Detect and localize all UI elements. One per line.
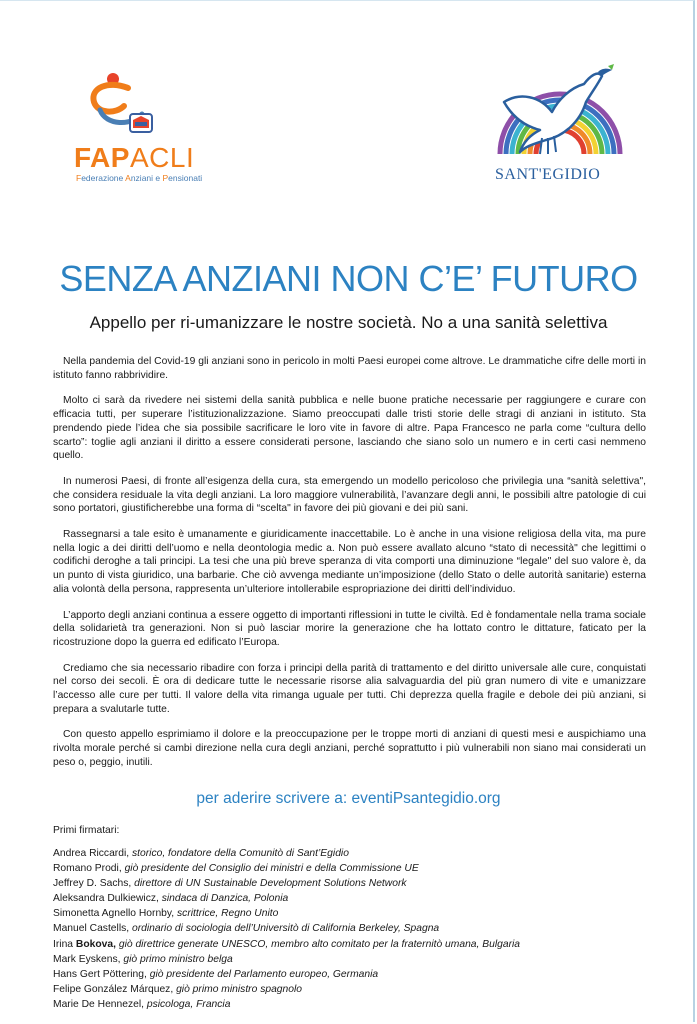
page-subtitle: Appello per ri-umanizzare le nostre società. No a una sanità selettiva <box>89 313 608 332</box>
signatory-name: Hans Gert Pöttering, <box>53 968 147 980</box>
signatory-row <box>53 906 653 921</box>
signatory-row <box>53 997 653 1012</box>
signatory-role: giò direttrice generate UNESCO, membro alto comitato per la fraternitò umana, Bulgaria <box>118 938 521 950</box>
fapacli-wordmark: FAPACLI <box>74 142 195 173</box>
signatories-list <box>53 846 653 1012</box>
signatory-role: scrittrice, Regno Unito <box>177 908 279 920</box>
signatory-row: Irina Bokova, giò direttrice generate UNESCO, membro alto comitato per la fraternitò umana, Bulgaria <box>53 938 521 950</box>
signatory-name: Aleksandra Dulkiewicz, <box>53 893 159 905</box>
signatories-label: Primi firmatari: <box>53 825 120 836</box>
join-call-to-action: per aderire scrivere a: eventiPsantegidio.org <box>196 790 501 807</box>
paragraph: L’apporto degli anziani continua a essere oggetto di importanti riflessioni in tutte le civiltà. Ed è fondamentale nella trama sociale della solidarietà tra generazioni. Non si può lasciar morire la generazione che ha lottato contro le dittature, faticato per la ricostruzione dopo la guerra ed edificato l’Europa. <box>53 609 646 648</box>
signatory-row <box>53 876 653 891</box>
appeal-body <box>53 355 646 782</box>
santegidio-wordmark: SANT'EGIDIO <box>495 166 601 183</box>
signatory-name: Andrea Riccardi, <box>53 848 130 859</box>
signatory-role: direttore di UN Sustainable Development Solutions Network <box>134 878 407 890</box>
signatory-name: Manuel Castells, <box>53 923 130 935</box>
signatory-name: Mark Eyskens, <box>53 953 121 965</box>
page-title: SENZA ANZIANI NON C’E’ FUTURO <box>59 258 638 299</box>
fapacli-tagline: Federazione Anziani e Pensionati <box>76 173 203 183</box>
paragraph: In numerosi Paesi, di fronte all’esigenza della cura, sta emergendo un modello pericoloso che privilegia una “sanità selettiva", che considera residuale la vita degli anziani. La loro maggiore vulnerabilità, l’avanzare degli anni, le possibili altre patologie di cui sono portatori, giustificherebbe una forma di “scelta" in favore dei più giovani e dei più sani. <box>53 475 646 515</box>
signatory-role: sindaca di Danzica, Polonia <box>161 893 289 905</box>
signatory-row <box>53 967 653 982</box>
signatory-role: giò presidente del Parlamento europeo, Germania <box>149 968 379 980</box>
signatory-role: storico, fondatore della Comunitò di Sant’Egidio <box>132 848 349 859</box>
paragraph: Con questo appello esprimiamo il dolore e la preoccupazione per le troppe morti di anziani di questi mesi e auspichiamo una rivolta morale perché si cambi direzione nella cura degli anziani, perché soprattutto i più vulnerabili non siano mai considerati un peso o, peggio, inutili. <box>53 729 646 768</box>
signatory-row <box>53 861 653 876</box>
paragraph: Rassegnarsi a tale esito è umanamente e giuridicamente inaccettabile. Lo è anche in una visione religiosa della vita, ma pure nella logic a dei diritti dell’uomo e nella deontologia medic a. Non può essere avallato alcuno “stato di necessità" che legittimi o codifichi deroghe a tali principi. La tesi che una più breve speranza di vita comporti una diminuzione “legale" del suo valore è, da un punto di vista giuridico, una barbarie. Che ciò avvenga mediante un’imposizione (dello Stato o delle autorità sanitarie) esterna alia volontà della persona, rappresenta un’ulteriore intollerabile espropriazione dei diritti dell’individuo. <box>53 529 646 595</box>
signatory-role: giò primo ministro belga <box>123 953 233 965</box>
signatory-row <box>53 952 653 967</box>
signatory-row <box>53 921 653 936</box>
signatory-name: Irina <box>53 938 74 950</box>
signatory-role: giò presidente del Consiglio dei ministri e della Commissione UE <box>124 863 419 875</box>
signatory-row <box>53 891 653 906</box>
paragraph: Nella pandemia del Covid-19 gli anziani sono in pericolo in molti Paesi europei come altrove. Le drammatiche cifre delle morti in istituto fanno rabbrividire. <box>53 356 646 381</box>
signatory-name: Felipe González Márquez, <box>53 983 174 995</box>
signatory-role: ordinario di sociologia dell’Universitò di California Berkeley, Spagna <box>132 923 440 935</box>
fapacli-logo <box>70 70 220 185</box>
signatory-row <box>53 846 653 861</box>
signatory-role: psicologa, Francia <box>146 998 231 1010</box>
signatory-name: Jeffrey D. Sachs, <box>53 878 132 890</box>
santegidio-logo <box>490 62 630 192</box>
dove-rainbow-icon <box>490 62 630 162</box>
signatory-name: Marie De Hennezel, <box>53 998 144 1010</box>
fapacli-emblem-icon <box>70 70 170 142</box>
paragraph: Crediamo che sia necessario ribadire con forza i principi della parità di trattamento e del diritto universale alle cure, conquistati nel corso dei secoli. È ora di dedicare tutte le necessarie risorse alia salvaguardia del più gran numero di vite e umanizzare l’accesso alle cure per tutti. Il valore della vita rimanga uguale per tutti. Chi deprezza quella fragile e debole dei più anziani, si prepara a svalutarle tutte. <box>53 662 646 715</box>
signatory-row <box>53 982 653 997</box>
signatory-name: Romano Prodi, <box>53 863 122 875</box>
paragraph: Molto ci sarà da rivedere nei sistemi della sanità pubblica e nelle buone pratiche necessarie per raggiungere e curare con efficacia tutti, per superare l’istituzionalizzazione. Siamo preoccupati dalle tristi storie delle stragi di anziani in istituto. Sta prendendo piede l’idea che sia possibile sacrificare le loro vite in favore di altre. Papa Francesco ne parla come “cultura dello scarto”: toglie agli anziani il diritto a essere considerati persone, lasciando che siano solo un numero e in certi casi nemmeno quello. <box>53 395 646 462</box>
signatory-name: Simonetta Agnello Hornby, <box>53 908 175 920</box>
signatory-role: giò primo ministro spagnolo <box>176 983 302 995</box>
